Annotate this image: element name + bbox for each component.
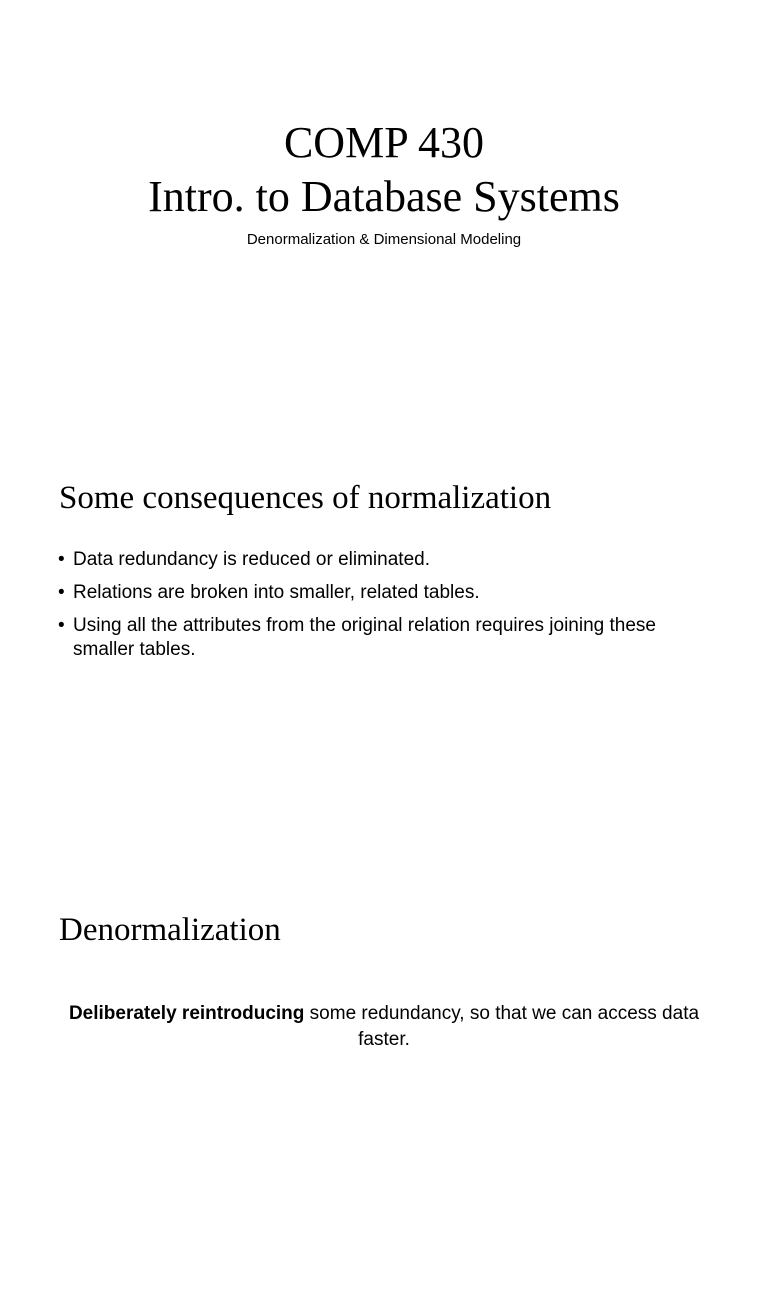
bullet-text: Using all the attributes from the original relation requires joining these smaller tables. bbox=[73, 615, 656, 660]
slide-heading: Some consequences of normalization bbox=[59, 480, 552, 516]
consequences-slide bbox=[0, 432, 768, 864]
definition-paragraph bbox=[60, 1001, 708, 1053]
denormalization-slide bbox=[0, 864, 768, 1296]
bullet-text: Relations are broken into smaller, related tables. bbox=[73, 582, 480, 603]
bullet-list bbox=[58, 548, 698, 671]
course-name: Intro. to Database Systems bbox=[148, 172, 620, 221]
bullet-item bbox=[58, 548, 698, 572]
bullet-text: Data redundancy is reduced or eliminated. bbox=[73, 549, 430, 570]
bullet-item bbox=[58, 614, 698, 662]
bullet-icon: • bbox=[58, 615, 65, 636]
slide-subtitle: Denormalization & Dimensional Modeling bbox=[246, 231, 522, 248]
slide-title bbox=[0, 116, 768, 224]
title-slide bbox=[0, 0, 768, 432]
slide-heading: Denormalization bbox=[59, 912, 281, 948]
definition-text: some redundancy, so that we can access data faster. bbox=[304, 1003, 700, 1050]
bullet-item bbox=[58, 581, 698, 605]
bullet-icon: • bbox=[58, 582, 65, 603]
course-code: COMP 430 bbox=[283, 118, 485, 167]
bullet-icon: • bbox=[58, 549, 65, 570]
definition-emphasis: Deliberately reintroducing bbox=[68, 1003, 305, 1024]
